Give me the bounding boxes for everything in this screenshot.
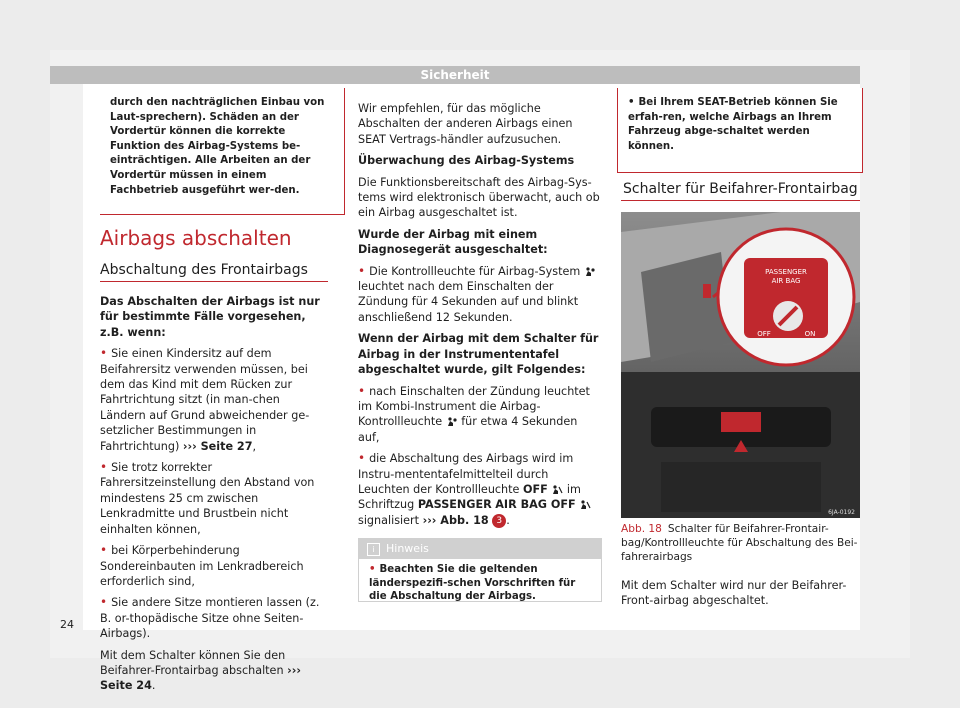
note-body: • Beachten Sie die geltenden länderspezifi-schen Vorschriften für die Abschaltung der Airbags. [369,564,576,603]
column-1 [100,294,328,700]
col2-paragraph: Die Funktionsbereitschaft des Airbag-Sys-tems wird elektronisch überwacht, auch ob ein Airbag ausgeschaltet ist. [358,175,600,220]
photo-label-airbag: AIR BAG [771,277,801,285]
col2-heading: Überwachung des Airbag-Systems [358,154,575,168]
note-header [359,539,601,559]
list-item: • bei Körperbehinderung Sondereinbauten im Lenkradbereich erforderlich sind, [100,543,304,588]
car-interior-illustration [621,212,860,518]
list-item: • Sie andere Sitze montieren lassen (z. B. or-thopädische Sitze ohne Seiten-Airbags). [100,595,320,641]
list-item: • Sie einen Kindersitz auf dem Beifahrersitz verwenden müssen, bei dem das Kind mit dem Rücken zur Fahrtrichtung sitzt (in man-chen Ländern auf Grund abweichender ge-setzlicher Bestimmungen in Fahrtrichtung) ››› Seite 27, [100,346,310,453]
note-box [358,538,602,602]
heading-underline [621,200,860,201]
col1-intro: Das Abschalten der Airbags ist nur für bestimmte Fälle vorgesehen, z.B. wenn: [100,295,320,339]
airbag-off-label: AIR BAG OFF [495,498,576,512]
list-item: • Die Kontrollleuchte für Airbag-System leuchtet nach dem Einschalten der Zündung für 4 Sekunden auf und blinkt anschließend 12 Sekunden. [358,264,602,326]
off-label: OFF [522,482,548,496]
right-heading: Schalter für Beifahrer-Frontairbag [623,181,858,197]
figure-caption [621,522,860,564]
passenger-label: PASSENGER [417,498,492,512]
subtitle-underline [100,281,328,282]
airbag-warning-icon [584,267,596,277]
list-item: • die Abschaltung des Airbags wird im Instru-mententafelmittelteil durch Leuchten der Kontrollleuchte OFF im Schriftzug PASSENGER AIR BAG OFF signalisiert ››› Abb. 18 3 . [358,451,602,528]
list-item: • Sie trotz korrekter Fahrersitzeinstellung den Abstand von mindestens 25 cm zwischen Lenkradmitte und Brustbein nicht einhalten können, [100,460,315,536]
right-paragraph: Mit dem Schalter wird nur der Beifahrer-Front-airbag abgeschaltet. [621,579,847,608]
figure-link[interactable]: ››› Abb. 18 [422,513,489,527]
info-icon: i [367,543,380,556]
airbag-off-icon [551,485,563,495]
airbag-off-icon [579,500,591,510]
column-2 [358,101,602,534]
caption-text: Schalter für Beifahrer-Frontair-bag/Kontrollleuchte für Abschaltung des Bei-fahrerairbags [621,523,858,563]
warning-text: Bei Ihrem SEAT-Betrieb können Sie erfah-ren, welche Airbags an Ihrem Fahrzeug abge-schaltet werden können. [628,97,838,152]
page-link[interactable]: ››› Seite 24 [100,663,301,693]
col2-heading: Wenn der Airbag mit dem Schalter für Airbag in der Instrumententafel abgeschaltet wurde, gilt Folgendes: [358,332,599,377]
col2-heading: Wurde der Airbag mit einem Diagnosegerät ausgeschaltet: [358,227,548,257]
section-title: Airbags abschalten [100,226,292,250]
list-item: • nach Einschalten der Zündung leuchtet im Kombi-Instrument die Airbag- Kontrollleuchte für etwa 4 Sekunden auf, [358,383,590,444]
page-number: 24 [60,618,74,631]
section-subtitle: Abschaltung des Frontairbags [100,262,308,278]
photo-label-on: ON [804,330,816,338]
photo-label-passenger: PASSENGER [765,268,807,276]
warning-box-right: • Bei Ihrem SEAT-Betrieb können Sie erfah-ren, welche Airbags an Ihrem Fahrzeug abge-schaltet werden können. [617,88,863,173]
airbag-warning-icon [446,417,458,427]
page-link[interactable]: ››› Seite 27 [182,439,253,453]
photo-label-off: OFF [757,330,771,338]
col1-outro: Mit dem Schalter können Sie den Beifahrer-Frontairbag abschalten ››› Seite 24. [100,648,301,693]
note-title: Hinweis [386,542,429,555]
right-text [621,578,860,615]
photo-code: 6JA-0192 [828,509,855,516]
page-header: Sicherheit [50,66,860,84]
warning-text: durch den nachträglichen Einbau von Laut-sprechern). Schäden an der Vordertür können die korrekte Funktion des Airbag-Systems be-einträchtigen. Alle Arbeiten an der Vordertür müssen in einem Fachbetrieb ausgeführt wer-den. [110,97,325,196]
callout-marker: 3 [492,514,506,528]
figure-photo [621,212,860,518]
caption-label: Abb. 18 [621,523,662,535]
warning-box-left [100,88,345,215]
col2-paragraph: Wir empfehlen, für das mögliche Abschalten der anderen Airbags einen SEAT Vertrags-händler aufzusuchen. [358,102,573,146]
